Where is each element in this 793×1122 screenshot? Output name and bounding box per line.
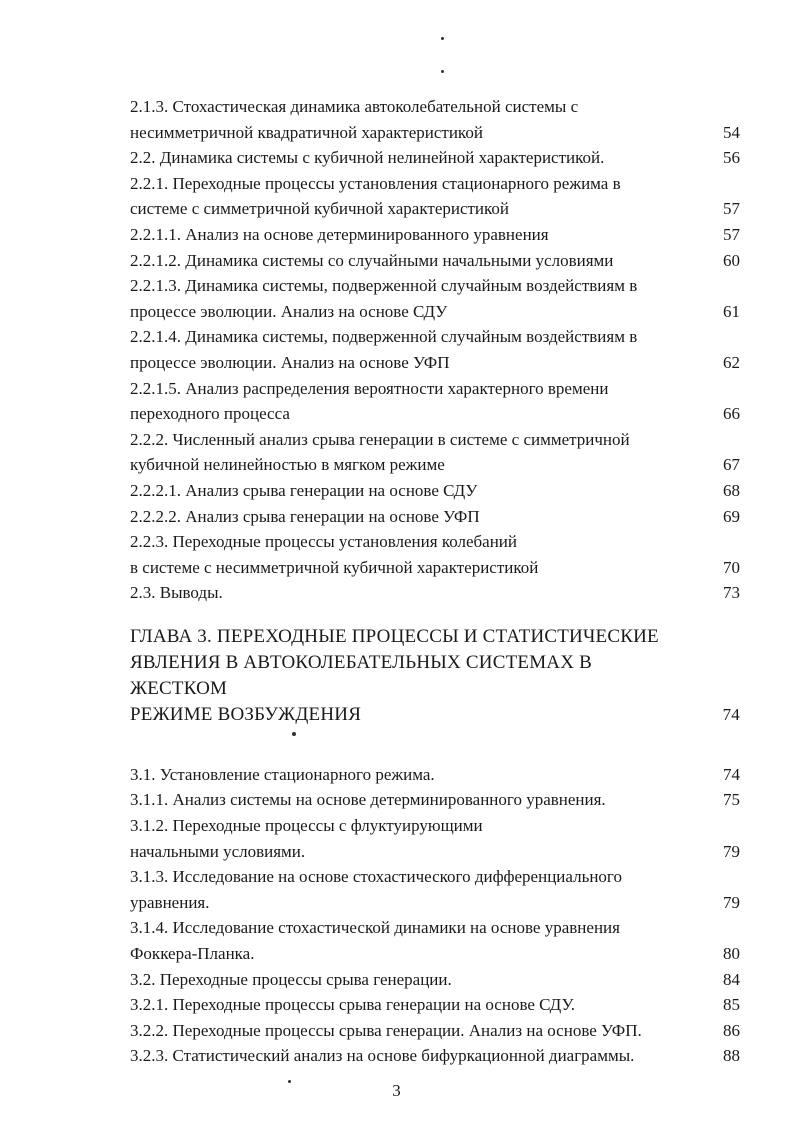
toc-entry-page-number: 80: [723, 944, 740, 964]
toc-entry: [130, 171, 740, 222]
toc-entry-line: 2.2.1.4. Динамика системы, подверженной случайным воздействиям в: [130, 327, 638, 347]
toc-entry-page-number: 54: [723, 122, 740, 142]
toc-entry-page-number: 56: [723, 148, 740, 168]
toc-entry-title: [130, 580, 712, 606]
toc-entry-title: [130, 813, 712, 864]
toc-entry-line: 3.2.1. Переходные процессы срыва генерации на основе СДУ.: [130, 995, 575, 1015]
toc-entry-title: [130, 427, 712, 478]
toc-section-chapter-3: [130, 762, 740, 1069]
toc-entry-line: 3.1.1. Анализ системы на основе детерминированного уравнения.: [130, 790, 606, 810]
toc-entry-line: 2.2.2.2. Анализ срыва генерации на основе УФП: [130, 506, 480, 526]
toc-entry-title: [130, 376, 712, 427]
toc-entry-page-number: 88: [723, 1046, 740, 1066]
toc-entry-line: 2.2.1.3. Динамика системы, подверженной случайным воздействиям в: [130, 276, 638, 296]
toc-entry-page-number: 74: [723, 764, 740, 784]
toc-entry: [130, 529, 740, 580]
toc-entry-page-number: 57: [723, 224, 740, 244]
chapter-3-heading: [130, 624, 740, 728]
toc-entry: [130, 376, 740, 427]
toc-entry-page-number: 66: [723, 404, 740, 424]
toc-entry-line: 3.1.4. Исследование стохастической динамики на основе уравнения: [130, 918, 620, 938]
toc-entry: [130, 222, 740, 248]
toc-entry: [130, 915, 740, 966]
toc-entry-line: 2.3. Выводы.: [130, 583, 223, 603]
toc-entry-page-number: 79: [723, 892, 740, 912]
toc-entry: [130, 273, 740, 324]
toc-entry-line: 2.2.2.1. Анализ срыва генерации на основе СДУ: [130, 480, 478, 500]
toc-entry-line: 3.1.3. Исследование на основе стохастического дифференциального: [130, 867, 622, 887]
chapter-3-page-number: 74: [722, 704, 740, 724]
toc-entry: [130, 248, 740, 274]
toc-entry-page-number: 85: [723, 995, 740, 1015]
toc-entry-title: [130, 762, 712, 788]
toc-entry-line: 3.1.2. Переходные процессы с флуктуирующими: [130, 816, 483, 836]
toc-entry-line: уравнения.: [130, 892, 210, 912]
toc-entry-line: 3.2.2. Переходные процессы срыва генерации. Анализ на основе УФП.: [130, 1020, 642, 1040]
toc-entry-title: [130, 248, 712, 274]
toc-entry-line: 3.2. Переходные процессы срыва генерации.: [130, 969, 452, 989]
toc-entry-title: [130, 787, 712, 813]
toc-entry: [130, 145, 740, 171]
toc-entry-title: [130, 864, 712, 915]
toc-entry-title: [130, 967, 712, 993]
toc-entry-page-number: 68: [723, 480, 740, 500]
toc-entry: [130, 992, 740, 1018]
toc-entry-title: [130, 1043, 712, 1069]
toc-entry-title: [130, 992, 712, 1018]
toc-entry-line: несимметричной квадратичной характеристикой: [130, 122, 483, 142]
toc-entry-page-number: 79: [723, 841, 740, 861]
toc-entry-line: 2.1.3. Стохастическая динамика автоколебательной системы с: [130, 97, 579, 116]
chapter-3-title: [130, 624, 712, 728]
toc-entry-title: [130, 478, 712, 504]
toc-entry-page-number: 84: [723, 969, 740, 989]
chapter-title-line: ГЛАВА 3. ПЕРЕХОДНЫЕ ПРОЦЕССЫ И СТАТИСТИЧЕСКИЕ: [130, 625, 659, 647]
toc-entry: [130, 94, 740, 145]
toc-entry-line: Фоккера-Планка.: [130, 944, 255, 964]
toc-entry-line: системе с симметричной кубичной характеристикой: [130, 199, 510, 219]
toc-entry-page-number: 86: [723, 1020, 740, 1040]
toc-entry-line: в системе с несимметричной кубичной характеристикой: [130, 557, 539, 577]
toc-entry-line: 3.1. Установление стационарного режима.: [130, 764, 435, 784]
toc-entry-page-number: 73: [723, 583, 740, 603]
toc-entry-page-number: 70: [723, 557, 740, 577]
toc-entry-title: [130, 1018, 712, 1044]
toc-section-chapter-2: [130, 94, 740, 606]
toc-entry: [130, 324, 740, 375]
scan-speck: [441, 37, 444, 40]
toc-entry-title: [130, 324, 712, 375]
toc-entry-title: [130, 273, 712, 324]
toc-entry-line: кубичной нелинейностью в мягком режиме: [130, 455, 445, 475]
toc-entry-line: 2.2.1. Переходные процессы установления стационарного режима в: [130, 173, 621, 193]
toc-entry-page-number: 67: [723, 455, 740, 475]
toc-entry-page-number: 57: [723, 199, 740, 219]
toc-entry: [130, 864, 740, 915]
toc-entry-page-number: 75: [723, 790, 740, 810]
toc-entry: [130, 967, 740, 993]
toc-entry-title: [130, 145, 712, 171]
toc-entry: [130, 504, 740, 530]
toc-entry-page-number: 69: [723, 506, 740, 526]
toc-entry-line: 2.2.3. Переходные процессы установления колебаний: [130, 532, 518, 552]
toc-entry: [130, 787, 740, 813]
toc-entry-line: 2.2. Динамика системы с кубичной нелинейной характеристикой.: [130, 148, 605, 168]
toc-entry-title: [130, 529, 712, 580]
toc-entry-line: 3.2.3. Статистический анализ на основе бифуркационной диаграммы.: [130, 1046, 635, 1066]
toc-entry-title: [130, 915, 712, 966]
table-of-contents: [130, 94, 740, 1069]
toc-entry-title: [130, 222, 712, 248]
toc-entry-page-number: 62: [723, 352, 740, 372]
page-number: 3: [392, 1081, 401, 1100]
toc-entry-line: 2.2.1.1. Анализ на основе детерминированного уравнения: [130, 224, 549, 244]
toc-entry: [130, 580, 740, 606]
toc-entry: [130, 478, 740, 504]
toc-entry: [130, 762, 740, 788]
scan-speck: [441, 70, 444, 73]
toc-entry-line: процессе эволюции. Анализ на основе УФП: [130, 352, 450, 372]
toc-entry-line: 2.2.2. Численный анализ срыва генерации в системе с симметричной: [130, 429, 630, 449]
toc-entry: [130, 1043, 740, 1069]
toc-entry-page-number: 61: [723, 301, 740, 321]
toc-entry-line: переходного процесса: [130, 404, 290, 424]
toc-entry-line: 2.2.1.2. Динамика системы со случайными начальными условиями: [130, 250, 614, 270]
toc-entry-line: 2.2.1.5. Анализ распределения вероятности характерного времени: [130, 378, 609, 398]
toc-entry-title: [130, 504, 712, 530]
toc-entry-title: [130, 171, 712, 222]
toc-entry-line: процессе эволюции. Анализ на основе СДУ: [130, 301, 448, 321]
toc-entry-page-number: 60: [723, 250, 740, 270]
chapter-title-line: ЯВЛЕНИЯ В АВТОКОЛЕБАТЕЛЬНЫХ СИСТЕМАХ В ЖЕСТКОМ: [130, 651, 592, 699]
chapter-title-line: РЕЖИМЕ ВОЗБУЖДЕНИЯ: [130, 703, 362, 725]
toc-entry: [130, 813, 740, 864]
toc-entry: [130, 427, 740, 478]
toc-entry: [130, 1018, 740, 1044]
toc-entry-title: [130, 94, 712, 145]
toc-entry-line: начальными условиями.: [130, 841, 306, 861]
